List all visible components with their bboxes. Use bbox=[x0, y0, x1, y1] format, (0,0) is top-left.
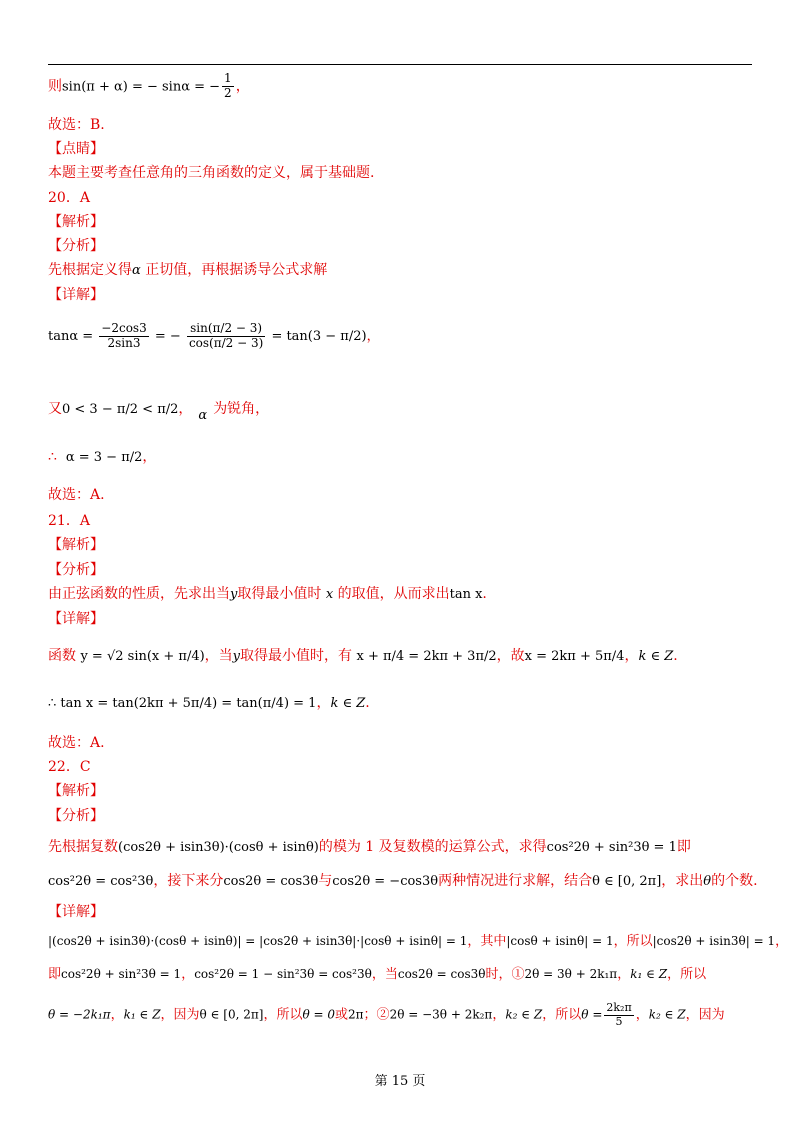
math-cos-squared: cos²2θ = cos²3θ bbox=[48, 874, 154, 889]
q22-xiangjie: 【详解】 bbox=[48, 904, 104, 920]
math-theta-k1: θ = −2k₁π bbox=[48, 1007, 111, 1022]
y-symbol: y bbox=[232, 649, 241, 664]
punct: ， bbox=[775, 934, 789, 949]
q22-detail-line2 bbox=[48, 963, 706, 982]
frac-den: cos(π/2 − 3) bbox=[188, 335, 264, 350]
fraction-cos-sin bbox=[99, 322, 148, 351]
math-eq-k2: 2θ = −3θ + 2k₂π bbox=[389, 1007, 493, 1022]
q20-therefore-line bbox=[48, 446, 156, 466]
y-symbol: y bbox=[230, 587, 238, 602]
math-modulus3: |cos2θ + isin3θ| = 1 bbox=[652, 934, 776, 948]
math-k-in-z: k ∈ Z bbox=[330, 696, 366, 711]
q21-answer: 故选：A. bbox=[48, 735, 105, 751]
alpha-symbol: α bbox=[198, 408, 208, 423]
math-k2-in-z: k₂ ∈ Z bbox=[505, 1007, 543, 1022]
math-identity: cos²2θ + sin²3θ = 1 bbox=[546, 840, 677, 855]
punct: ， bbox=[492, 1007, 506, 1023]
math-case1: cos2θ = cos3θ bbox=[223, 874, 319, 889]
text-p1c: 即 bbox=[676, 839, 691, 855]
eq-rhs: = tan(3 − π/2) bbox=[271, 328, 367, 344]
math-modulus2: |cosθ + isinθ| = 1 bbox=[506, 934, 614, 948]
math-complex-product: (cos2θ + isin3θ)·(cosθ + isinθ) bbox=[118, 840, 319, 855]
text-p1a: 先根据复数 bbox=[48, 839, 118, 855]
q22-fenxi: 【分析】 bbox=[48, 808, 104, 824]
q21-analysis bbox=[48, 583, 487, 603]
q22-detail-line3 bbox=[48, 1002, 725, 1028]
q22-analysis-line1 bbox=[48, 836, 691, 856]
frac-den: 2sin3 bbox=[107, 335, 141, 350]
q20-analysis bbox=[48, 259, 327, 279]
math-identity: cos²2θ + sin²3θ = 1 bbox=[61, 967, 182, 981]
text-where: ，其中 bbox=[467, 934, 507, 949]
text-and: 与 bbox=[318, 873, 333, 889]
text-case-two: ；② bbox=[363, 1007, 390, 1023]
math-x-value: x = 2kπ + 5π/4 bbox=[524, 649, 625, 664]
q20-answer: 故选：A. bbox=[48, 487, 105, 503]
text-p2a: ，接下来分 bbox=[153, 873, 224, 889]
math-theta-range: θ ∈ [0, 2π] bbox=[199, 1007, 264, 1022]
frac-den: 5 bbox=[615, 1014, 623, 1028]
text-ze: 则 bbox=[48, 78, 62, 95]
q21-detail-line2 bbox=[48, 692, 370, 712]
text-p2c: 两种情况进行求解，结合 bbox=[438, 873, 593, 889]
text-when: ，当 bbox=[204, 648, 233, 664]
theta-symbol: θ bbox=[703, 874, 712, 889]
therefore-symbol: ∴ bbox=[48, 449, 57, 465]
math-eq-k1: 2θ = 3θ + 2k₁π bbox=[524, 967, 618, 981]
punct: ， bbox=[617, 967, 631, 982]
q22-analysis-line2 bbox=[48, 870, 758, 890]
q21-analysis-a: 由正弦函数的性质，先求出当 bbox=[48, 586, 230, 602]
math-case1: cos2θ = cos3θ bbox=[397, 967, 486, 981]
punct: ， bbox=[635, 1007, 649, 1023]
q20-analysis-a: 先根据定义得 bbox=[48, 262, 132, 278]
q21-fenxi: 【分析】 bbox=[48, 562, 104, 578]
q20-acute-line: 又0 < 3 − π/2 < π/2， α 为锐角， bbox=[48, 401, 270, 423]
text-so: ，所以 bbox=[542, 1007, 582, 1023]
punct: . bbox=[482, 586, 487, 602]
answer-b: 故选：B. bbox=[48, 117, 105, 133]
text-you: 又 bbox=[48, 401, 62, 417]
q21-analysis-b: 取得最小值时 bbox=[237, 586, 322, 602]
punct: ， bbox=[181, 967, 195, 982]
text-when: ，当 bbox=[371, 967, 398, 982]
summary-text: 本题主要考查任意角的三角函数的定义，属于基础题. bbox=[48, 165, 375, 181]
math-k2-in-z: k₂ ∈ Z bbox=[648, 1007, 686, 1022]
math-inequality: 0 < 3 − π/2 < π/2 bbox=[62, 402, 179, 417]
punct: . bbox=[365, 695, 370, 711]
math-theta-zero: θ = 0 bbox=[302, 1007, 335, 1022]
frac-num: sin(π/2 − 3) bbox=[187, 322, 265, 337]
frac-num: −2cos3 bbox=[101, 321, 147, 335]
q20-tan-equation bbox=[48, 322, 380, 351]
math-theta-eq: θ = bbox=[581, 1007, 603, 1022]
page-footer: 第 15 页 bbox=[374, 1074, 426, 1089]
punct: ， bbox=[316, 695, 331, 711]
line-sin-result bbox=[48, 72, 250, 101]
text-or: 或 bbox=[335, 1007, 349, 1023]
text-so: ，所以 bbox=[613, 934, 653, 949]
header-rule bbox=[48, 64, 752, 65]
frac-den: 2 bbox=[224, 85, 232, 100]
frac-num: 2k₂π bbox=[606, 1001, 632, 1014]
text-p2e: 的个数. bbox=[711, 873, 758, 889]
math-k1-in-z: k₁ ∈ Z bbox=[630, 967, 668, 981]
punct: ， bbox=[142, 449, 157, 465]
q22-detail-line1 bbox=[48, 930, 788, 949]
math-two-pi: 2π bbox=[348, 1007, 364, 1022]
q20-analysis-b: 正切值，再根据诱导公式求解 bbox=[140, 262, 328, 278]
eq-mid: = − bbox=[154, 328, 181, 344]
math-tanx: tan x bbox=[449, 587, 483, 602]
math-function: y = √2 sin(x + π/4) bbox=[80, 649, 205, 664]
punct: ， bbox=[110, 1007, 124, 1023]
x-symbol: x bbox=[325, 587, 334, 602]
math-x-equation: x + π/4 = 2kπ + 3π/2 bbox=[356, 649, 497, 664]
text-min: 取得最小值时，有 bbox=[240, 648, 353, 664]
text-function: 函数 bbox=[48, 648, 76, 664]
q21-jiexi: 【解析】 bbox=[48, 537, 104, 553]
text-p1b: 的模为 1 及复数模的运算公式，求得 bbox=[318, 839, 547, 855]
text-p2d: ，求出 bbox=[661, 873, 704, 889]
text-acute: 为锐角， bbox=[213, 401, 270, 417]
text-so: ，所以 bbox=[263, 1007, 303, 1023]
q21-title: 21．A bbox=[48, 513, 90, 529]
q20-title: 20．A bbox=[48, 190, 90, 206]
heading-dianjing: 【点睛】 bbox=[48, 141, 104, 157]
q21-analysis-c: 的取值，从而求出 bbox=[337, 586, 450, 602]
q22-title: 22．C bbox=[48, 759, 91, 775]
fraction-sin-cos bbox=[187, 322, 265, 351]
math-sin-expression: sin(π + α) = − sinα = − bbox=[62, 79, 221, 95]
q21-detail-line1 bbox=[48, 645, 678, 665]
math-modulus: |(cos2θ + isin3θ)·(cosθ + isinθ)| = |cos2θ + isin3θ|·|cosθ + isinθ| = 1 bbox=[48, 934, 468, 948]
eq-lhs: tanα = bbox=[48, 328, 94, 344]
fraction-2k2pi-5 bbox=[604, 1002, 633, 1028]
q22-jiexi: 【解析】 bbox=[48, 783, 104, 799]
text-because: ，因为 bbox=[685, 1007, 725, 1023]
punct: ， bbox=[624, 648, 639, 664]
punct: . bbox=[673, 648, 678, 664]
math-tan-result: ∴ tan x = tan(2kπ + 5π/4) = tan(π/4) = 1 bbox=[48, 696, 317, 711]
punct: ， bbox=[235, 78, 250, 95]
text-because: ，因为 bbox=[160, 1007, 200, 1023]
text-ji: 即 bbox=[48, 967, 62, 982]
fraction-one-half bbox=[222, 72, 234, 101]
text-so: ，所以 bbox=[667, 967, 707, 982]
q20-xiangjie: 【详解】 bbox=[48, 287, 104, 303]
q21-xiangjie: 【详解】 bbox=[48, 611, 104, 627]
frac-num: 1 bbox=[224, 71, 232, 85]
punct: ， bbox=[366, 328, 380, 344]
alpha-symbol: α bbox=[132, 263, 141, 278]
math-alpha-value: α = 3 − π/2 bbox=[65, 450, 143, 465]
q20-jiexi: 【解析】 bbox=[48, 214, 104, 230]
math-k-in-z: k ∈ Z bbox=[638, 649, 674, 664]
text-so: ，故 bbox=[496, 648, 525, 664]
math-k1-in-z: k₁ ∈ Z bbox=[123, 1007, 161, 1022]
math-cos-squared: cos²2θ = 1 − sin²3θ = cos²3θ bbox=[194, 967, 372, 981]
math-case2: cos2θ = −cos3θ bbox=[332, 874, 439, 889]
text-case-one: 时，① bbox=[485, 967, 525, 982]
q20-fenxi: 【分析】 bbox=[48, 238, 104, 254]
math-theta-range: θ ∈ [0, 2π] bbox=[592, 874, 662, 889]
